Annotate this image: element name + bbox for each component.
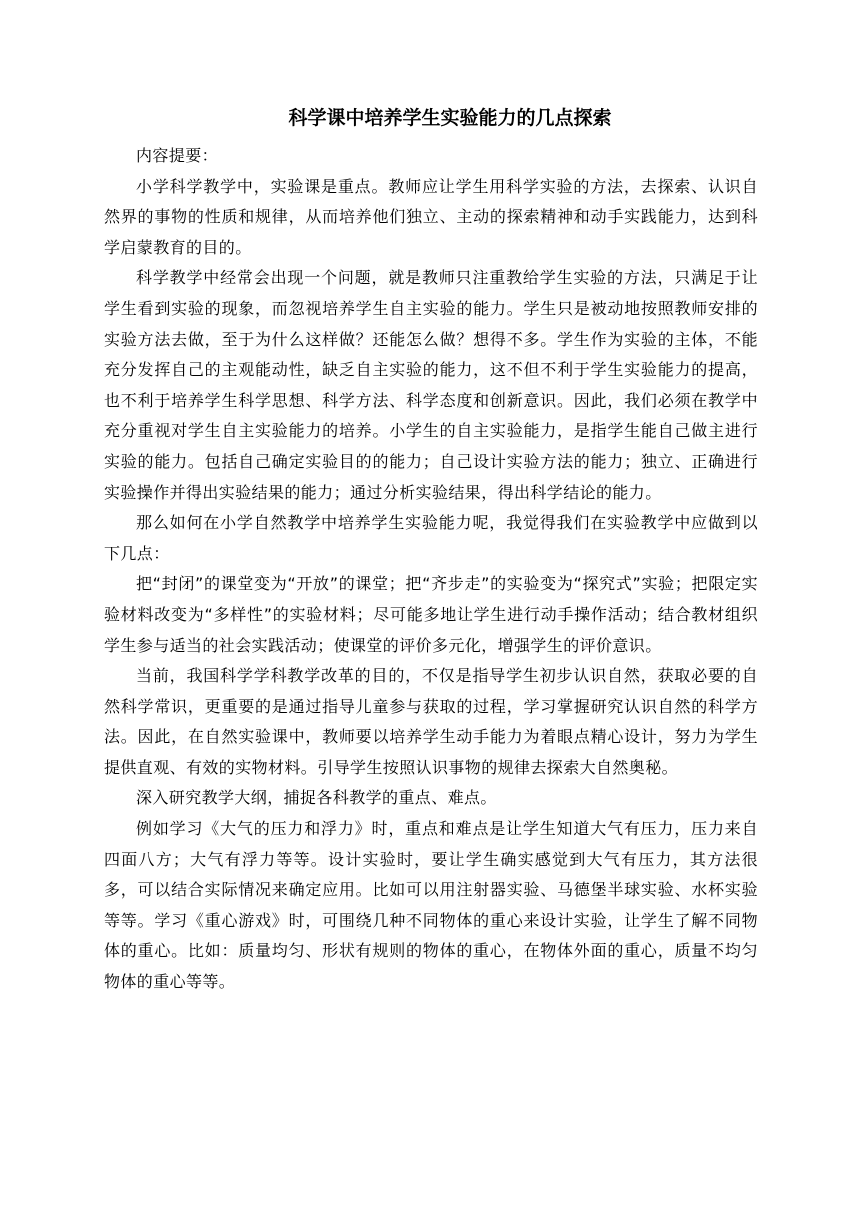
paragraph: 深入研究教学大纲，捕捉各科教学的重点、难点。 <box>136 788 497 808</box>
paragraph: 小学科学教学中，实验课是重点。教师应让学生用科学实验的方法，去探索、认识自然界的事物的性质和规律，从而培养他们独立、主动的探索精神和动手实践能力，达到科学启蒙教育的目的。 <box>104 176 758 257</box>
paragraph-abstract-label: 内容提要： <box>136 146 219 165</box>
document-body <box>104 141 758 998</box>
paragraph: 例如学习《大气的压力和浮力》时，重点和难点是让学生知道大气有压力，压力来自四面八方；大气有浮力等等。设计实验时，要让学生确实感觉到大气有压力，其方法很多，可以结合实际情况来确定应用。比如可以用注射器实验、马德堡半球实验、水杯实验等等。学习《重心游戏》时，可围绕几种不同物体的重心来设计实验，让学生了解不同物体的重心。比如：质量均匀、形状有规则的物体的重心，在物体外面的重心，质量不均匀物体的重心等等。 <box>104 819 758 992</box>
document-title: 科学课中培养学生实验能力的几点探索 <box>288 107 612 129</box>
paragraph: 把“封闭”的课堂变为“开放”的课堂；把“齐步走”的实验变为“探究式”实验；把限定实验材料改变为“多样性”的实验材料；尽可能多地让学生进行动手操作活动；结合教材组织学生参与适当的社会实践活动；使课堂的评价多元化，增强学生的评价意识。 <box>104 574 758 655</box>
paragraph: 科学教学中经常会出现一个问题，就是教师只注重教给学生实验的方法，只满足于让学生看到实验的现象，而忽视培养学生自主实验的能力。学生只是被动地按照教师安排的实验方法去做，至于为什么这样做？还能怎么做？想得不多。学生作为实验的主体，不能充分发挥自己的主观能动性，缺乏自主实验的能力，这不但不利于学生实验能力的提高，也不利于培养学生科学思想、科学方法、科学态度和创新意识。因此，我们必须在教学中充分重视对学生自主实验能力的培养。小学生的自主实验能力，是指学生能自己做主进行实验的能力。包括自己确定实验目的的能力；自己设计实验方法的能力；独立、正确进行实验操作并得出实验结果的能力；通过分析实验结果，得出科学结论的能力。 <box>104 268 758 502</box>
paragraph: 当前，我国科学学科教学改革的目的，不仅是指导学生初步认识自然，获取必要的自然科学常识，更重要的是通过指导儿童参与获取的过程，学习掌握研究认识自然的科学方法。因此，在自然实验课中，教师要以培养学生动手能力为着眼点精心设计，努力为学生提供直观、有效的实物材料。引导学生按照认识事物的规律去探索大自然奥秘。 <box>104 666 758 777</box>
paragraph: 那么如何在小学自然教学中培养学生实验能力呢，我觉得我们在实验教学中应做到以下几点： <box>104 513 758 563</box>
